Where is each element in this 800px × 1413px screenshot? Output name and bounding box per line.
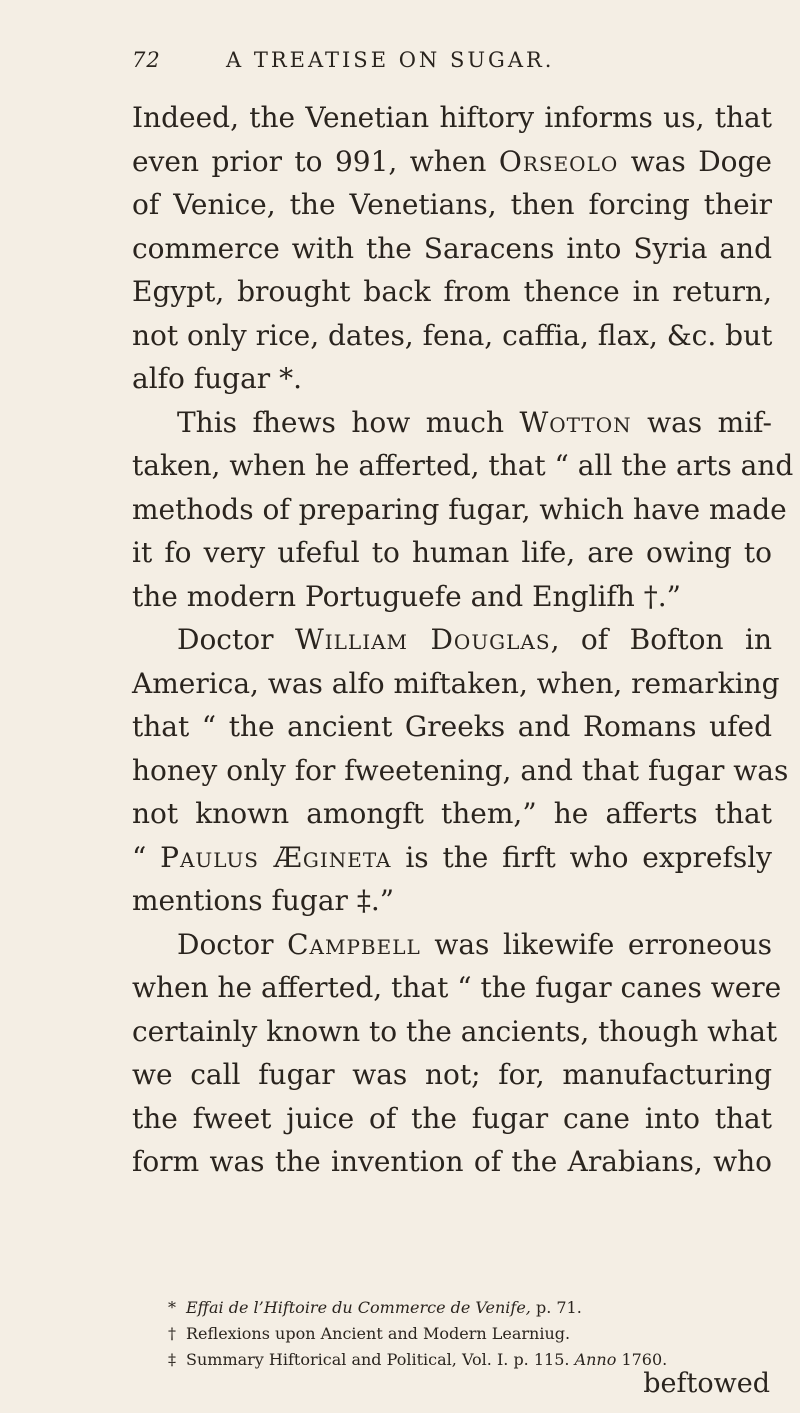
name-orseolo: Orseolo: [498, 144, 619, 178]
footnote: † Reflexions upon Ancient and Modern Learniug.: [168, 1324, 571, 1343]
catchword: beftowed: [643, 1368, 770, 1399]
text-line: Indeed, the Venetian hiftory informs us, that: [132, 101, 772, 134]
text-line: of Venice, the Venetians, then forcing their: [132, 188, 772, 221]
text-line: when he afferted, that “ the fugar canes were: [132, 971, 782, 1004]
footnotes: [168, 1295, 788, 1373]
text-line: honey only for fweetening, and that fugar was: [132, 753, 789, 787]
text-line: alfo fugar *.: [132, 362, 302, 395]
text-line: certainly known to the ancients, though what: [132, 1014, 778, 1048]
text-line: not only rice, dates, fena, caffia, flax, &c. but: [132, 318, 773, 352]
name-campbell: Campbell: [287, 927, 421, 961]
text-line: Doctor Campbell was likewife erroneous: [177, 927, 772, 961]
text-line: taken, when he afferted, that “ all the arts and: [132, 449, 794, 482]
running-title: A TREATISE ON SUGAR.: [226, 48, 555, 72]
text-line: not known amongft them,” he afferts that: [132, 797, 772, 830]
text-line: commerce with the Saracens into Syria and: [132, 231, 772, 265]
page-number: 72: [132, 48, 161, 72]
name-wotton: Wotton: [519, 405, 632, 439]
text-line: methods of preparing fugar, which have made: [132, 492, 787, 526]
text-line: “ Paulus Ægineta is the firft who exprefsly: [132, 840, 772, 874]
text-line: we call fugar was not; for, manufacturing: [132, 1058, 772, 1091]
text-line: America, was alfo miftaken, when, remarking: [132, 666, 780, 700]
text-line: even prior to 991, when Orseolo was Doge: [132, 144, 772, 178]
text-line: form was the invention of the Arabians, who: [132, 1145, 772, 1178]
text-line: This fhews how much Wotton was mif-: [177, 405, 772, 439]
text-line: the fweet juice of the fugar cane into that: [132, 1101, 772, 1135]
page-header: [132, 48, 772, 88]
text-line: Doctor William Douglas, of Bofton in: [177, 623, 772, 656]
footnote: ‡ Summary Hiftorical and Political, Vol. I. p. 115. Anno 1760.: [168, 1350, 668, 1369]
text-line: mentions fugar ‡.”: [132, 884, 395, 917]
text-line: it fo very ufeful to human life, are owing to: [132, 536, 772, 569]
name-william-douglas: William Douglas: [294, 623, 551, 656]
body-text: [132, 96, 794, 1184]
text-line: Egypt, brought back from thence in return,: [132, 275, 772, 308]
footnote: * Effai de l’Hiftoire du Commerce de Venife, p. 71.: [168, 1298, 582, 1317]
text-line: that “ the ancient Greeks and Romans ufed: [132, 710, 772, 743]
name-paulus-aegineta: Paulus Ægineta: [160, 840, 392, 874]
text-line: the modern Portuguefe and Englifh †.”: [132, 579, 681, 613]
